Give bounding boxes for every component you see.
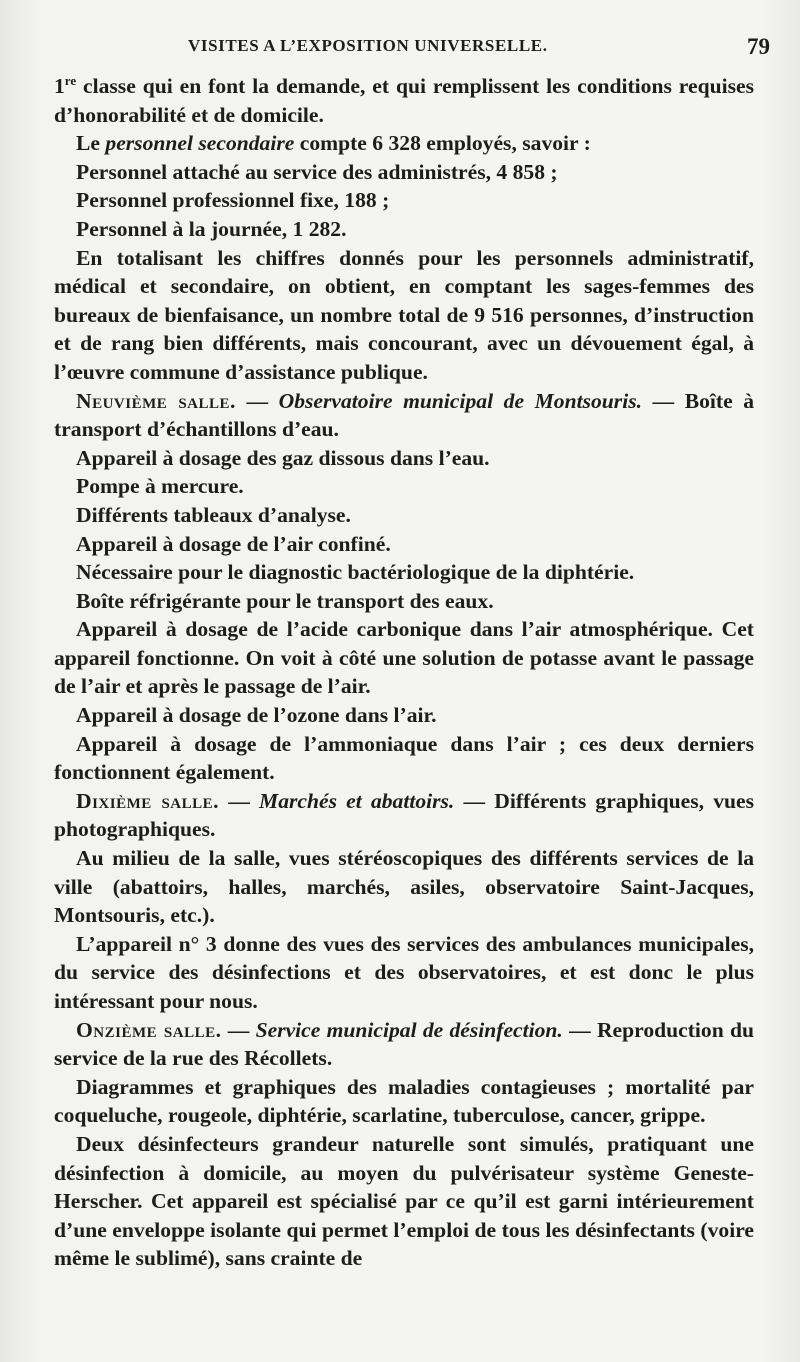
- section-heading-paragraph: Neuvième salle. — Observatoire municipal de Montsouris. — Boîte à transport d’échantillons d’eau.: [54, 388, 755, 442]
- paragraph: Appareil à dosage de l’air confiné.: [76, 531, 391, 556]
- section-heading-paragraph: Onzième salle. — Service municipal de désinfection. — Reproduction du service de la rue des Récollets.: [54, 1017, 754, 1071]
- paragraph: 1re classe qui en font la demande, et qui remplissent les conditions requises d’honorabilité et de domicile.: [54, 73, 754, 127]
- paragraph: Diagrammes et graphiques des maladies contagieuses ; mortalité par coqueluche, rougeole, diphtérie, scarlatine, tuberculose, cancer, grippe.: [54, 1074, 754, 1128]
- paragraph: Appareil à dosage de l’ammoniaque dans l’air ; ces deux derniers fonctionnent également.: [54, 731, 754, 785]
- paragraph: Personnel à la journée, 1 282.: [76, 216, 347, 241]
- paragraph: Appareil à dosage de l’acide carbonique dans l’air atmosphérique. Cet appareil fonctionne. On voit à côté une solution de potasse avant le passage de l’air et après le passage de l’air.: [54, 617, 754, 699]
- paragraph: En totalisant les chiffres donnés pour les personnels administratif, médical et secondaire, on obtient, en comptant les sages-femmes des bureaux de bienfaisance, un nombre total de 9 516 personnes, d’instruction et de rang bien différents, mais concourant, avec un dévouement égal, à l’œuvre commune d’assistance publique.: [54, 245, 754, 384]
- body-text: [54, 72, 754, 1273]
- paragraph: Différents tableaux d’analyse.: [76, 502, 351, 527]
- page-header: [58, 30, 770, 64]
- paragraph: Personnel professionnel fixe, 188 ;: [76, 188, 390, 213]
- paragraph: Pompe à mercure.: [76, 474, 244, 499]
- paragraph: Nécessaire pour le diagnostic bactériologique de la diphtérie.: [76, 560, 635, 585]
- running-head: VISITES A L’EXPOSITION UNIVERSELLE.: [188, 36, 548, 55]
- paragraph: Appareil à dosage de l’ozone dans l’air.: [76, 703, 437, 728]
- paragraph: Au milieu de la salle, vues stéréoscopiques des différents services de la ville (abattoirs, halles, marchés, asiles, observatoire Saint-Jacques, Montsouris, etc.).: [54, 846, 754, 928]
- section-label: Neuvième salle.: [76, 388, 236, 413]
- paragraph: Deux désinfecteurs grandeur naturelle sont simulés, pratiquant une désinfection à domicile, au moyen du pulvérisateur système Geneste-Herscher. Cet appareil est spécialisé par ce qu’il est garni intérieurement d’une enveloppe isolante qui permet l’emploi de tous les désinfectants (voire même le sublimé), sans crainte de: [54, 1131, 754, 1271]
- section-label: Onzième salle.: [76, 1017, 222, 1042]
- page-number: 79: [747, 34, 770, 59]
- paragraph: Le personnel secondaire compte 6 328 employés, savoir :: [76, 131, 591, 156]
- section-label: Dixième salle.: [76, 788, 220, 813]
- paragraph: L’appareil n° 3 donne des vues des services des ambulances municipales, du service des désinfections et des observatoires, et est donc le plus intéressant pour nous.: [54, 931, 754, 1013]
- paragraph: Personnel attaché au service des administrés, 4 858 ;: [76, 159, 558, 184]
- section-heading-paragraph: Dixième salle. — Marchés et abattoirs. — Différents graphiques, vues photographiques.: [54, 788, 755, 842]
- paragraph: Boîte réfrigérante pour le transport des eaux.: [76, 588, 494, 613]
- paragraph: Appareil à dosage des gaz dissous dans l’eau.: [76, 445, 490, 470]
